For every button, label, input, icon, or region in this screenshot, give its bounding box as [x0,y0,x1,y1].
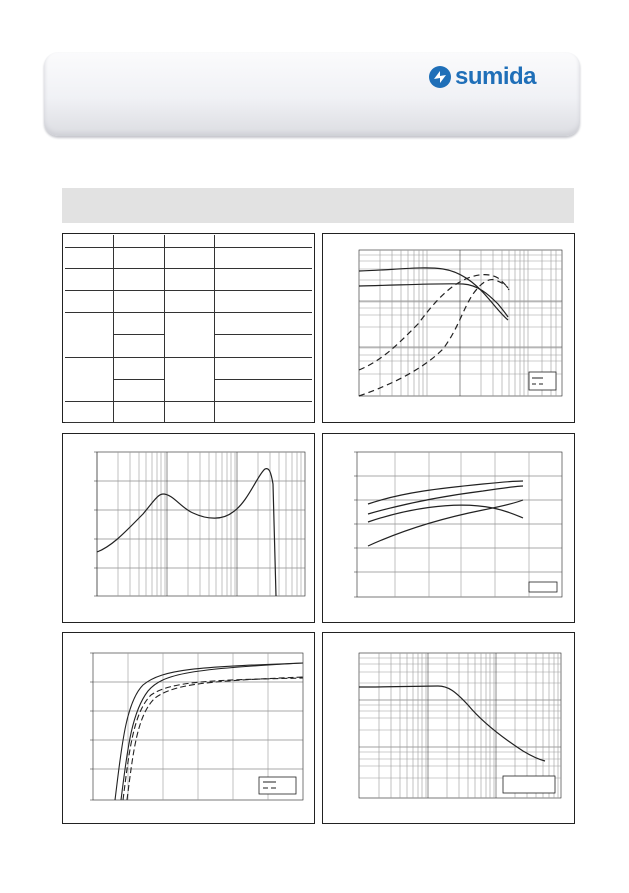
curve-dashed-1 [359,275,509,370]
chart-2 [63,434,314,622]
table-row [65,401,312,422]
curve-dashed-2 [359,280,508,396]
curve-response [97,469,276,596]
chart-5 [323,633,574,823]
chart-5-legend [503,776,555,793]
chart-panel-1 [322,233,575,423]
curve-a [368,481,523,504]
chart-4 [63,633,314,823]
chart-panel-2 [62,433,315,623]
chart-3-legend [529,582,557,592]
chart-4-legend [259,777,296,794]
title-bar [62,188,574,223]
chart-1 [323,234,574,422]
sumida-logo-icon [428,65,452,89]
chart-panel-3 [322,433,575,623]
spec-table [65,235,312,423]
chart-2-grid [94,452,305,596]
curve-d [368,500,523,546]
table-row [65,268,312,290]
chart-panel-5 [322,632,575,824]
table-row [65,357,312,379]
table-row [65,312,312,334]
table-row [65,334,312,357]
brand-name: sumida [455,63,537,90]
curve-solid-1 [359,268,508,320]
curve-solid-2 [359,284,508,317]
curve-rolloff [359,686,545,761]
chart-3 [323,434,574,622]
table-row [65,247,312,268]
table-row [65,379,312,401]
table-row [65,290,312,312]
chart-panel-4 [62,632,315,824]
chart-3-grid [354,452,562,597]
chart-1-legend [529,372,556,390]
sumida-logo [428,64,536,90]
table-row [65,235,312,247]
